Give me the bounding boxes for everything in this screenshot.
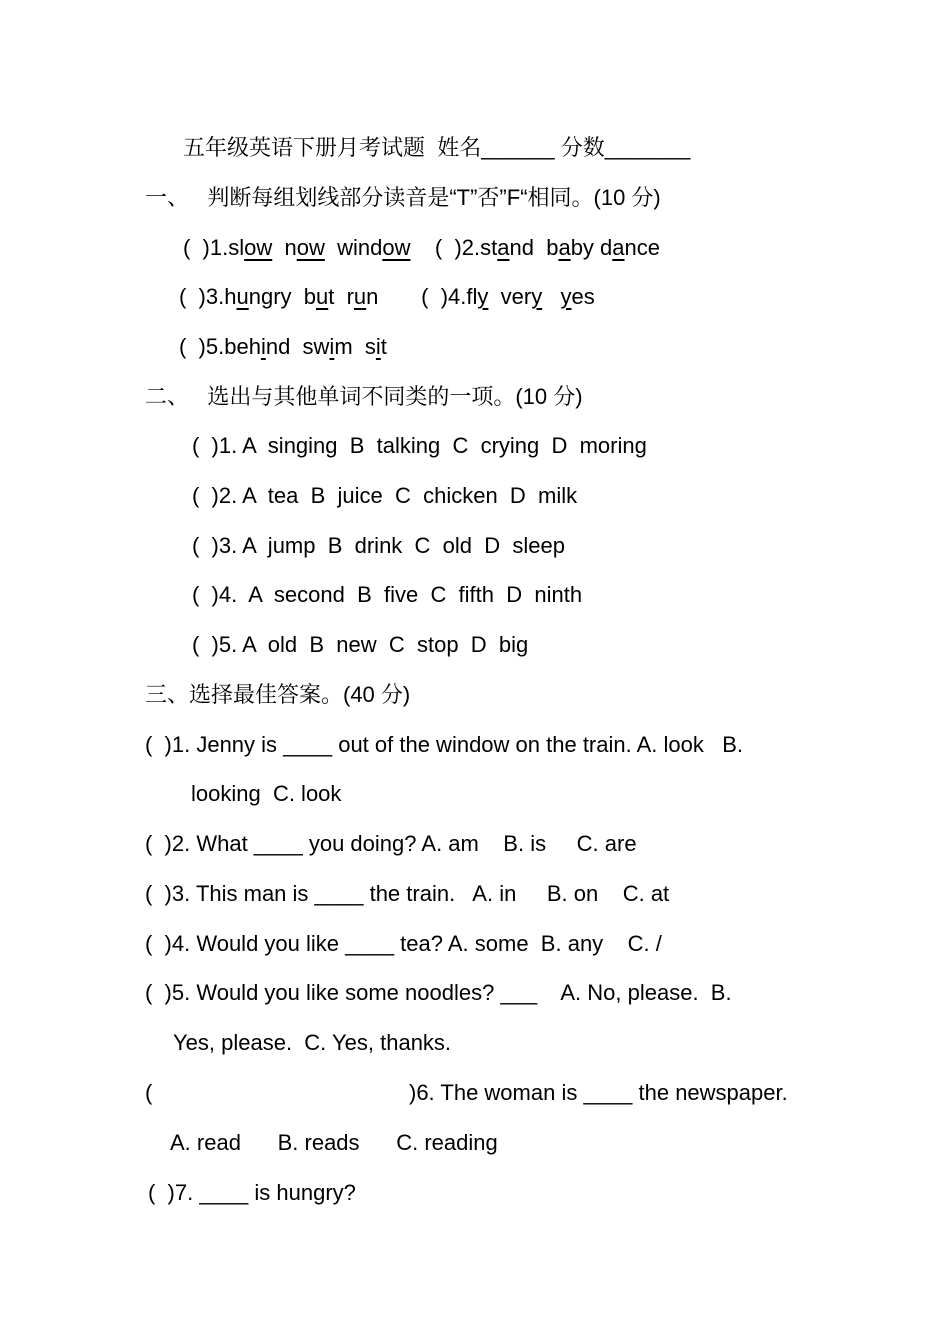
section-3-q6-options: A. read B. reads C. reading <box>170 1130 498 1155</box>
section-2-item-1: ( )1. A singing B talking C crying D moring <box>192 433 647 458</box>
section-2-item-3: ( )3. A jump B drink C old D sleep <box>192 533 565 558</box>
section-3-q2: ( )2. What ____ you doing? A. am B. is C. are <box>145 831 637 856</box>
section-3-heading: 三、选择最佳答案。(40 分) <box>145 682 411 707</box>
section-1-row-2: ( )3.hungry but run ( )4.fly very yes <box>179 284 595 309</box>
section-3-q1: ( )1. Jenny is ____ out of the window on the train. A. look B. <box>145 732 744 757</box>
section-3-q6: )6. The woman is ____ the newspaper. <box>409 1080 788 1105</box>
section-2-item-2: ( )2. A tea B juice C chicken D milk <box>192 483 578 508</box>
section-1-row-3: ( )5.behind swim sit <box>179 334 387 359</box>
section-2-item-4: ( )4. A second B five C fifth D ninth <box>192 582 583 607</box>
section-3-q5-cont: Yes, please. C. Yes, thanks. <box>173 1030 452 1055</box>
section-1-row-1: ( )1.slow now window ( )2.stand baby dance <box>183 235 661 260</box>
section-3-q3: ( )3. This man is ____ the train. A. in B. on C. at <box>145 881 670 906</box>
section-3-q1-cont: looking C. look <box>191 781 342 806</box>
section-3-q7: ( )7. ____ is hungry? <box>148 1180 356 1205</box>
page-title: 五年级英语下册月考试题 姓名______ 分数_______ <box>183 135 691 160</box>
section-3-q6-paren: ( <box>145 1080 153 1105</box>
section-3-q4: ( )4. Would you like ____ tea? A. some B. any C. / <box>145 931 662 956</box>
section-3-q5: ( )5. Would you like some noodles? ___ A. No, please. B. <box>145 980 732 1005</box>
section-2-heading: 二、 选出与其他单词不同类的一项。(10 分) <box>145 384 583 409</box>
section-1-heading: 一、 判断每组划线部分读音是“T”否”F“相同。(10 分) <box>145 185 661 210</box>
section-2-item-5: ( )5. A old B new C stop D big <box>192 632 529 657</box>
